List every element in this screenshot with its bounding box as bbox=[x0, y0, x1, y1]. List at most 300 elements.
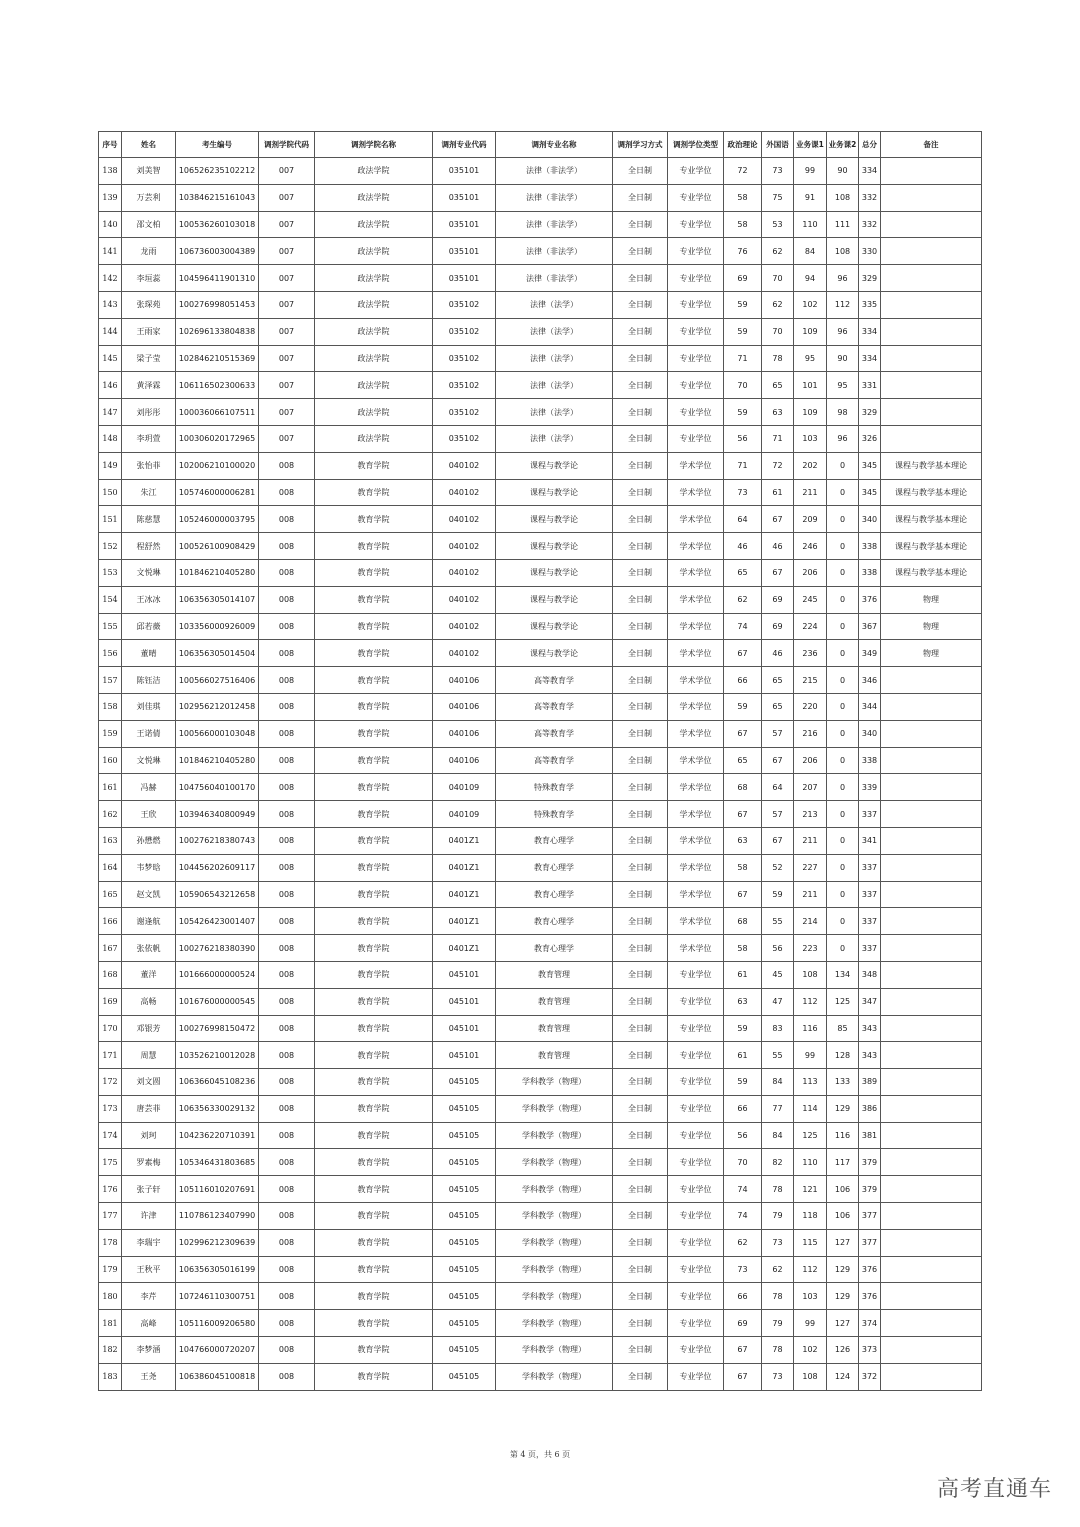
table-cell: 165 bbox=[99, 881, 122, 908]
table-header bbox=[99, 132, 982, 158]
table-cell: 008 bbox=[259, 988, 315, 1015]
table-row bbox=[99, 827, 982, 854]
table-cell: 董晴 bbox=[122, 640, 176, 667]
table-cell: 62 bbox=[724, 1229, 762, 1256]
table-cell: 153 bbox=[99, 559, 122, 586]
table-cell: 专业学位 bbox=[668, 265, 724, 292]
table-cell: 教育管理 bbox=[496, 988, 613, 1015]
table-cell: 0401Z1 bbox=[433, 881, 496, 908]
table-cell: 59 bbox=[762, 881, 794, 908]
table-cell: 63 bbox=[724, 988, 762, 1015]
table-cell: 65 bbox=[762, 372, 794, 399]
table-cell: 陈慈慧 bbox=[122, 506, 176, 533]
column-header: 政治理论 bbox=[724, 132, 762, 158]
table-cell: 学术学位 bbox=[668, 774, 724, 801]
table-cell: 学术学位 bbox=[668, 827, 724, 854]
table-row bbox=[99, 452, 982, 479]
table-cell: 040106 bbox=[433, 747, 496, 774]
table-cell: 100276998150472 bbox=[176, 1015, 259, 1042]
table-cell: 206 bbox=[794, 747, 827, 774]
table-cell: 教育管理 bbox=[496, 1042, 613, 1069]
table-cell: 045105 bbox=[433, 1337, 496, 1364]
table-cell: 008 bbox=[259, 479, 315, 506]
table-cell: 王欣 bbox=[122, 801, 176, 828]
table-cell: 全日制 bbox=[613, 184, 668, 211]
table-cell: 0 bbox=[827, 854, 859, 881]
table-cell: 课程与教学基本理论 bbox=[881, 479, 982, 506]
table-cell: 008 bbox=[259, 908, 315, 935]
table-cell: 106356305014504 bbox=[176, 640, 259, 667]
table-cell: 143 bbox=[99, 291, 122, 318]
table-cell: 101846210405280 bbox=[176, 747, 259, 774]
table-cell: 全日制 bbox=[613, 291, 668, 318]
table-cell: 王雨家 bbox=[122, 318, 176, 345]
table-cell: 326 bbox=[859, 425, 881, 452]
table-cell: 126 bbox=[827, 1337, 859, 1364]
table-cell: 学术学位 bbox=[668, 667, 724, 694]
table-row bbox=[99, 211, 982, 238]
table-cell: 课程与教学论 bbox=[496, 613, 613, 640]
table-cell: 学科教学（物理） bbox=[496, 1176, 613, 1203]
table-cell: 0 bbox=[827, 452, 859, 479]
table-cell: 008 bbox=[259, 693, 315, 720]
table-cell: 374 bbox=[859, 1310, 881, 1337]
table-cell: 008 bbox=[259, 881, 315, 908]
table-cell: 007 bbox=[259, 372, 315, 399]
table-cell: 教育学院 bbox=[315, 506, 433, 533]
table-cell: 66 bbox=[724, 1283, 762, 1310]
table-cell: 155 bbox=[99, 613, 122, 640]
column-header: 调剂学院代码 bbox=[259, 132, 315, 158]
table-cell: 83 bbox=[762, 1015, 794, 1042]
table-cell: 105746000006281 bbox=[176, 479, 259, 506]
table-cell: 178 bbox=[99, 1229, 122, 1256]
table-cell: 040102 bbox=[433, 479, 496, 506]
table-cell: 108 bbox=[827, 238, 859, 265]
table-cell: 梁子莹 bbox=[122, 345, 176, 372]
table-cell: 007 bbox=[259, 211, 315, 238]
table-cell: 程舒然 bbox=[122, 533, 176, 560]
table-cell: 0 bbox=[827, 747, 859, 774]
table-cell: 学科教学（物理） bbox=[496, 1310, 613, 1337]
table-cell: 100566000103048 bbox=[176, 720, 259, 747]
table-cell: 045105 bbox=[433, 1149, 496, 1176]
table-cell bbox=[881, 908, 982, 935]
table-cell: 340 bbox=[859, 506, 881, 533]
table-cell: 223 bbox=[794, 935, 827, 962]
table-cell: 74 bbox=[724, 1176, 762, 1203]
table-cell: 全日制 bbox=[613, 586, 668, 613]
table-cell: 学术学位 bbox=[668, 801, 724, 828]
table-cell: 全日制 bbox=[613, 372, 668, 399]
table-cell: 102846210515369 bbox=[176, 345, 259, 372]
table-cell: 116 bbox=[794, 1015, 827, 1042]
table-cell: 教育学院 bbox=[315, 1095, 433, 1122]
table-cell bbox=[881, 265, 982, 292]
table-cell: 008 bbox=[259, 1095, 315, 1122]
table-cell: 教育学院 bbox=[315, 988, 433, 1015]
table-cell: 105246000003795 bbox=[176, 506, 259, 533]
table-cell: 教育学院 bbox=[315, 1122, 433, 1149]
table-cell: 46 bbox=[762, 640, 794, 667]
table-cell: 040106 bbox=[433, 693, 496, 720]
table-cell: 338 bbox=[859, 533, 881, 560]
table-cell: 035101 bbox=[433, 184, 496, 211]
table-cell: 52 bbox=[762, 854, 794, 881]
table-row bbox=[99, 1363, 982, 1390]
table-cell: 冯赫 bbox=[122, 774, 176, 801]
table-row bbox=[99, 1122, 982, 1149]
table-cell: 全日制 bbox=[613, 720, 668, 747]
table-cell: 邓银芳 bbox=[122, 1015, 176, 1042]
table-cell: 73 bbox=[762, 158, 794, 185]
table-cell: 236 bbox=[794, 640, 827, 667]
table-cell: 102696133804838 bbox=[176, 318, 259, 345]
table-cell: 周慧 bbox=[122, 1042, 176, 1069]
table-row bbox=[99, 747, 982, 774]
table-row bbox=[99, 720, 982, 747]
table-cell: 72 bbox=[724, 158, 762, 185]
table-cell: 85 bbox=[827, 1015, 859, 1042]
table-cell: 376 bbox=[859, 1256, 881, 1283]
table-cell: 全日制 bbox=[613, 1015, 668, 1042]
table-cell: 220 bbox=[794, 693, 827, 720]
table-row bbox=[99, 479, 982, 506]
table-cell: 207 bbox=[794, 774, 827, 801]
table-cell: 物理 bbox=[881, 586, 982, 613]
table-cell: 全日制 bbox=[613, 1256, 668, 1283]
table-cell: 040106 bbox=[433, 720, 496, 747]
table-cell: 张子轩 bbox=[122, 1176, 176, 1203]
table-cell: 教育学院 bbox=[315, 693, 433, 720]
table-cell: 张怡菲 bbox=[122, 452, 176, 479]
column-header: 备注 bbox=[881, 132, 982, 158]
table-row bbox=[99, 158, 982, 185]
table-cell: 329 bbox=[859, 399, 881, 426]
table-cell: 84 bbox=[794, 238, 827, 265]
table-cell bbox=[881, 801, 982, 828]
table-cell: 全日制 bbox=[613, 158, 668, 185]
table-cell: 114 bbox=[794, 1095, 827, 1122]
table-cell: 174 bbox=[99, 1122, 122, 1149]
table-cell bbox=[881, 399, 982, 426]
table-cell: 教育心理学 bbox=[496, 908, 613, 935]
table-cell: 172 bbox=[99, 1069, 122, 1096]
table-cell: 课程与教学论 bbox=[496, 479, 613, 506]
table-cell: 62 bbox=[762, 1256, 794, 1283]
table-row bbox=[99, 318, 982, 345]
table-cell: 59 bbox=[724, 1015, 762, 1042]
table-cell: 0 bbox=[827, 613, 859, 640]
page-footer: 第 4 页，共 6 页 bbox=[509, 1450, 571, 1459]
table-cell: 邵文柏 bbox=[122, 211, 176, 238]
table-cell: 79 bbox=[762, 1203, 794, 1230]
table-cell: 045101 bbox=[433, 1042, 496, 1069]
table-cell: 224 bbox=[794, 613, 827, 640]
table-cell: 70 bbox=[724, 1149, 762, 1176]
table-cell: 专业学位 bbox=[668, 184, 724, 211]
table-cell: 王冰冰 bbox=[122, 586, 176, 613]
table-cell: 学术学位 bbox=[668, 452, 724, 479]
table-cell: 课程与教学基本理论 bbox=[881, 533, 982, 560]
table-cell: 教育学院 bbox=[315, 854, 433, 881]
table-cell: 348 bbox=[859, 961, 881, 988]
table-cell: 008 bbox=[259, 801, 315, 828]
table-cell: 全日制 bbox=[613, 1229, 668, 1256]
table-cell: 教育学院 bbox=[315, 881, 433, 908]
table-cell: 教育学院 bbox=[315, 533, 433, 560]
table-cell bbox=[881, 747, 982, 774]
table-cell bbox=[881, 1069, 982, 1096]
table-cell: 95 bbox=[827, 372, 859, 399]
table-cell: 103526210012028 bbox=[176, 1042, 259, 1069]
table-cell bbox=[881, 291, 982, 318]
table-cell: 67 bbox=[724, 1337, 762, 1364]
table-cell: 谢逢航 bbox=[122, 908, 176, 935]
table-cell: 0401Z1 bbox=[433, 935, 496, 962]
table-cell: 57 bbox=[762, 720, 794, 747]
table-cell: 学术学位 bbox=[668, 559, 724, 586]
table-cell: 0401Z1 bbox=[433, 854, 496, 881]
table-cell: 345 bbox=[859, 479, 881, 506]
table-cell: 161 bbox=[99, 774, 122, 801]
table-cell: 045105 bbox=[433, 1363, 496, 1390]
table-cell: 67 bbox=[762, 559, 794, 586]
table-cell: 全日制 bbox=[613, 345, 668, 372]
table-cell: 110 bbox=[794, 211, 827, 238]
table-cell: 70 bbox=[724, 372, 762, 399]
table-cell: 151 bbox=[99, 506, 122, 533]
table-cell bbox=[881, 881, 982, 908]
table-cell: 142 bbox=[99, 265, 122, 292]
table-cell: 学术学位 bbox=[668, 640, 724, 667]
table-cell: 56 bbox=[724, 425, 762, 452]
table-cell: 政法学院 bbox=[315, 372, 433, 399]
table-cell: 156 bbox=[99, 640, 122, 667]
table-cell: 专业学位 bbox=[668, 1149, 724, 1176]
table-cell bbox=[881, 693, 982, 720]
table-cell: 379 bbox=[859, 1176, 881, 1203]
table-cell: 董洋 bbox=[122, 961, 176, 988]
table-cell: 46 bbox=[762, 533, 794, 560]
table-cell: 145 bbox=[99, 345, 122, 372]
table-cell: 学术学位 bbox=[668, 613, 724, 640]
table-cell: 67 bbox=[724, 720, 762, 747]
table-cell: 337 bbox=[859, 881, 881, 908]
table-cell: 211 bbox=[794, 479, 827, 506]
table-cell: 教育管理 bbox=[496, 1015, 613, 1042]
table-cell: 全日制 bbox=[613, 265, 668, 292]
table-cell: 045105 bbox=[433, 1176, 496, 1203]
table-row bbox=[99, 1149, 982, 1176]
table-cell: 教育学院 bbox=[315, 1015, 433, 1042]
table-row bbox=[99, 372, 982, 399]
table-cell bbox=[881, 318, 982, 345]
table-cell: 教育学院 bbox=[315, 452, 433, 479]
table-cell: 331 bbox=[859, 372, 881, 399]
table-cell: 118 bbox=[794, 1203, 827, 1230]
table-cell: 64 bbox=[724, 506, 762, 533]
table-cell: 专业学位 bbox=[668, 1203, 724, 1230]
table-cell: 58 bbox=[724, 854, 762, 881]
table-cell bbox=[881, 1256, 982, 1283]
table-cell: 338 bbox=[859, 559, 881, 586]
table-cell: 高等教育学 bbox=[496, 693, 613, 720]
table-cell: 李梦涵 bbox=[122, 1337, 176, 1364]
table-cell: 008 bbox=[259, 827, 315, 854]
table-cell: 105426423001407 bbox=[176, 908, 259, 935]
table-row bbox=[99, 1283, 982, 1310]
table-cell: 99 bbox=[794, 1042, 827, 1069]
table-cell: 045101 bbox=[433, 961, 496, 988]
table-cell: 104756040100170 bbox=[176, 774, 259, 801]
table-cell: 65 bbox=[762, 693, 794, 720]
table-cell: 008 bbox=[259, 1337, 315, 1364]
table-row bbox=[99, 184, 982, 211]
table-cell: 学科教学（物理） bbox=[496, 1283, 613, 1310]
table-cell: 专业学位 bbox=[668, 1310, 724, 1337]
table-cell: 377 bbox=[859, 1229, 881, 1256]
table-cell: 全日制 bbox=[613, 1363, 668, 1390]
table-cell: 104766000720207 bbox=[176, 1337, 259, 1364]
table-cell: 全日制 bbox=[613, 613, 668, 640]
table-cell: 103356000926009 bbox=[176, 613, 259, 640]
table-cell: 64 bbox=[762, 774, 794, 801]
table-cell: 108 bbox=[794, 1363, 827, 1390]
table-cell: 124 bbox=[827, 1363, 859, 1390]
table-cell: 专业学位 bbox=[668, 1363, 724, 1390]
table-cell: 教育学院 bbox=[315, 667, 433, 694]
table-cell: 100526100908429 bbox=[176, 533, 259, 560]
table-cell: 106356305014107 bbox=[176, 586, 259, 613]
table-cell: 学科教学（物理） bbox=[496, 1256, 613, 1283]
table-row bbox=[99, 1176, 982, 1203]
admission-table bbox=[98, 131, 982, 1391]
table-cell: 148 bbox=[99, 425, 122, 452]
table-cell: 46 bbox=[724, 533, 762, 560]
table-cell bbox=[881, 1337, 982, 1364]
table-cell: 78 bbox=[762, 1176, 794, 1203]
table-cell: 教育学院 bbox=[315, 935, 433, 962]
table-cell: 文悦琳 bbox=[122, 747, 176, 774]
table-cell: 040102 bbox=[433, 640, 496, 667]
table-cell: 韦梦晗 bbox=[122, 854, 176, 881]
table-cell: 008 bbox=[259, 1069, 315, 1096]
table-cell bbox=[881, 1095, 982, 1122]
table-cell: 72 bbox=[762, 452, 794, 479]
table-cell: 104456202609117 bbox=[176, 854, 259, 881]
table-cell: 106 bbox=[827, 1176, 859, 1203]
table-cell: 340 bbox=[859, 720, 881, 747]
table-cell: 高等教育学 bbox=[496, 667, 613, 694]
table-cell bbox=[881, 211, 982, 238]
table-cell: 学术学位 bbox=[668, 506, 724, 533]
table-cell: 389 bbox=[859, 1069, 881, 1096]
table-cell bbox=[881, 1015, 982, 1042]
table-cell: 法律（非法学） bbox=[496, 265, 613, 292]
table-cell: 179 bbox=[99, 1256, 122, 1283]
table-cell: 69 bbox=[762, 613, 794, 640]
table-cell: 课程与教学基本理论 bbox=[881, 452, 982, 479]
table-cell: 100276998051453 bbox=[176, 291, 259, 318]
table-cell: 045105 bbox=[433, 1203, 496, 1230]
table-cell: 73 bbox=[724, 479, 762, 506]
table-cell: 102956212012458 bbox=[176, 693, 259, 720]
table-cell: 专业学位 bbox=[668, 1095, 724, 1122]
table-cell: 76 bbox=[724, 238, 762, 265]
table-cell: 341 bbox=[859, 827, 881, 854]
table-cell: 96 bbox=[827, 425, 859, 452]
table-row bbox=[99, 774, 982, 801]
table-cell: 政法学院 bbox=[315, 425, 433, 452]
table-cell: 学术学位 bbox=[668, 854, 724, 881]
table-cell: 67 bbox=[762, 827, 794, 854]
table-cell: 53 bbox=[762, 211, 794, 238]
table-cell: 157 bbox=[99, 667, 122, 694]
table-cell: 69 bbox=[724, 265, 762, 292]
table-cell: 100276218380390 bbox=[176, 935, 259, 962]
table-cell: 学科教学（物理） bbox=[496, 1069, 613, 1096]
table-cell: 035101 bbox=[433, 238, 496, 265]
table-cell: 040106 bbox=[433, 667, 496, 694]
table-cell: 147 bbox=[99, 399, 122, 426]
table-cell: 专业学位 bbox=[668, 1069, 724, 1096]
table-cell: 159 bbox=[99, 720, 122, 747]
table-cell: 169 bbox=[99, 988, 122, 1015]
table-cell: 高畅 bbox=[122, 988, 176, 1015]
table-cell: 61 bbox=[724, 961, 762, 988]
table-cell: 106356305016199 bbox=[176, 1256, 259, 1283]
table-cell: 346 bbox=[859, 667, 881, 694]
table-cell: 政法学院 bbox=[315, 345, 433, 372]
table-cell: 335 bbox=[859, 291, 881, 318]
table-cell: 全日制 bbox=[613, 667, 668, 694]
table-cell bbox=[881, 1283, 982, 1310]
table-row bbox=[99, 1203, 982, 1230]
table-cell: 379 bbox=[859, 1149, 881, 1176]
table-cell: 007 bbox=[259, 345, 315, 372]
table-cell: 全日制 bbox=[613, 533, 668, 560]
table-cell: 全日制 bbox=[613, 1337, 668, 1364]
table-cell bbox=[881, 720, 982, 747]
table-row bbox=[99, 399, 982, 426]
table-cell: 67 bbox=[762, 747, 794, 774]
table-cell: 55 bbox=[762, 908, 794, 935]
table-cell: 67 bbox=[724, 881, 762, 908]
table-cell: 文悦琳 bbox=[122, 559, 176, 586]
table-cell: 全日制 bbox=[613, 479, 668, 506]
table-cell: 政法学院 bbox=[315, 184, 433, 211]
table-cell: 孙懋燃 bbox=[122, 827, 176, 854]
table-cell: 99 bbox=[794, 158, 827, 185]
table-cell: 教育心理学 bbox=[496, 881, 613, 908]
table-cell: 61 bbox=[724, 1042, 762, 1069]
table-cell: 专业学位 bbox=[668, 1256, 724, 1283]
table-cell: 337 bbox=[859, 935, 881, 962]
table-cell: 040109 bbox=[433, 801, 496, 828]
table-cell: 349 bbox=[859, 640, 881, 667]
table-row bbox=[99, 291, 982, 318]
table-cell: 68 bbox=[724, 908, 762, 935]
table-cell: 373 bbox=[859, 1337, 881, 1364]
table-cell: 67 bbox=[724, 640, 762, 667]
table-cell: 全日制 bbox=[613, 1122, 668, 1149]
table-cell: 教育学院 bbox=[315, 586, 433, 613]
table-row bbox=[99, 1337, 982, 1364]
table-cell: 教育学院 bbox=[315, 1229, 433, 1256]
table-cell: 343 bbox=[859, 1042, 881, 1069]
table-cell bbox=[881, 961, 982, 988]
